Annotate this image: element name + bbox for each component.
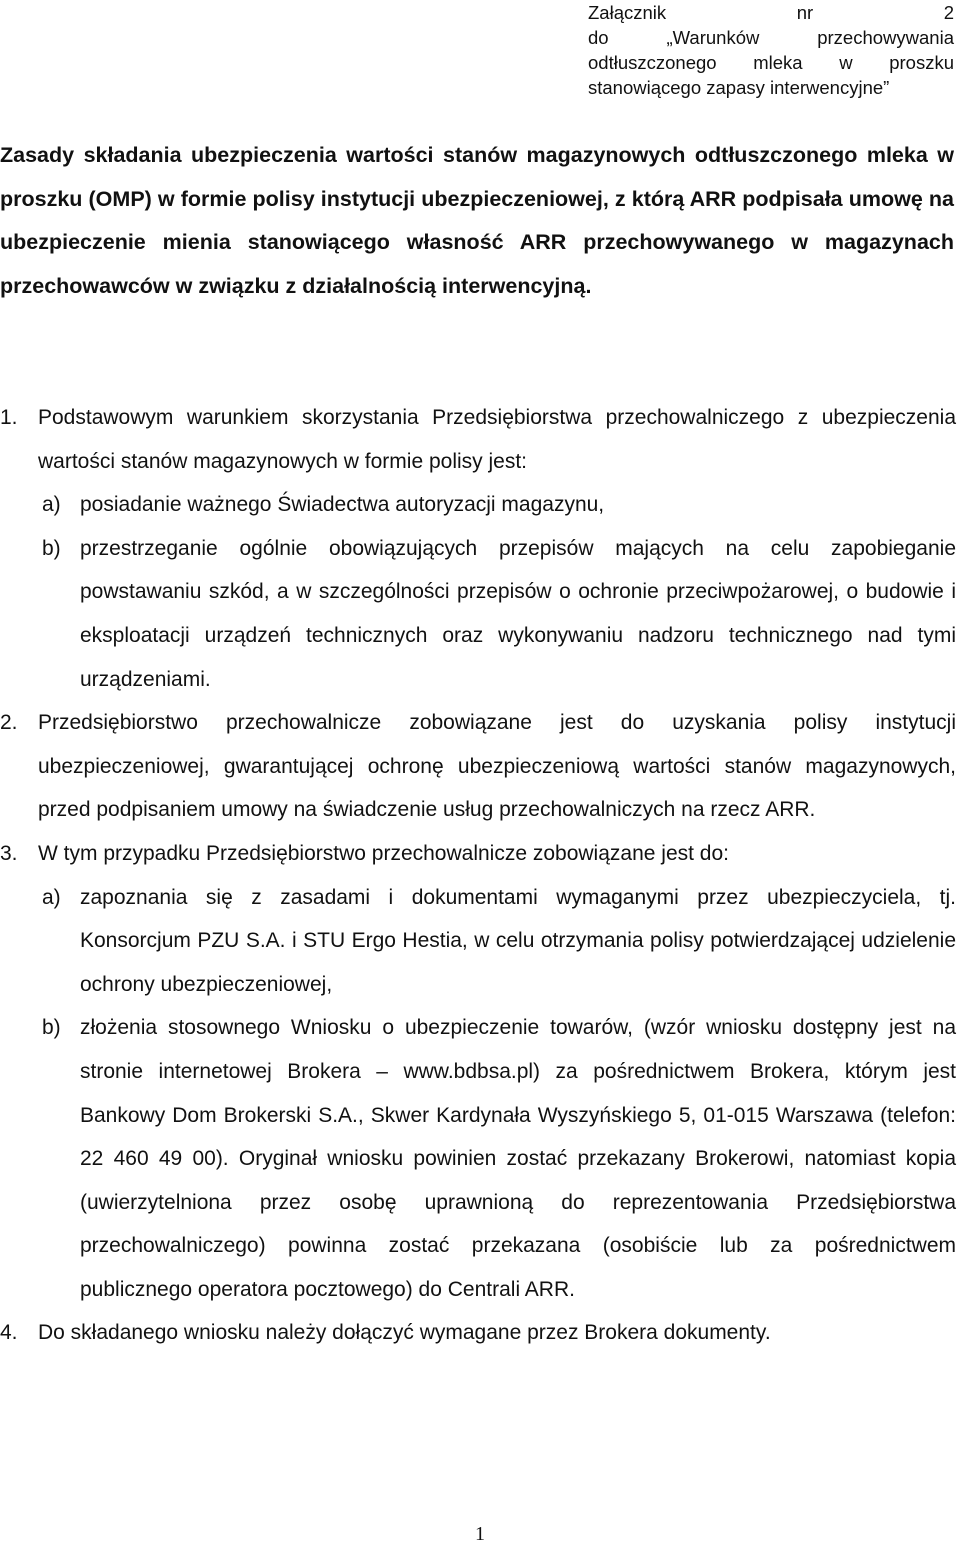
- document-body: [0, 396, 956, 1355]
- attachment-line: Załącznik nr 2: [588, 2, 954, 23]
- subitem-text: zapoznania się z zasadami i dokumentami wymaganymi przez ubezpieczyciela, tj. Konsorcjum PZU S.A. i STU Ergo Hestia, w celu otrzymania polisy potwierdzającej udzielenie ochrony ubezpieczeniowej,: [80, 885, 956, 996]
- page-number: 1: [475, 1523, 485, 1545]
- item-text: Do składanego wniosku należy dołączyć wymagane przez Brokera dokumenty.: [38, 1321, 771, 1345]
- subitem-text: złożenia stosownego Wniosku o ubezpieczenie towarów, (wzór wniosku dostępny jest na stronie internetowej Brokera – www.bdbsa.pl) za pośrednictwem Brokera, którym jest Bankowy Dom Brokerski S.A., Skwer Kardynała Wyszyńskiego 5, 01-015 Warszawa (telefon: 22 460 49 00). Oryginał wniosku powinien zostać przekazany Brokerowi, natomiast kopia (uwierzytelniona przez osobę uprawnioną do reprezentowania Przedsiębiorstwa przechowalniczego) powinna zostać przekazana (osobiście lub za pośrednictwem publicznego operatora pocztowego) do Centrali ARR.: [80, 1016, 956, 1301]
- attachment-header: [588, 0, 954, 100]
- subitem-letter: a): [42, 885, 61, 909]
- list-item-2: [0, 701, 956, 832]
- item-number: 4.: [0, 1321, 18, 1345]
- document-title: Zasady składania ubezpieczenia wartości stanów magazynowych odtłuszczonego mleka w proszku (OMP) w formie polisy instytucji ubezpieczeniowej, z którą ARR podpisała umowę na ubezpieczenie mienia stanowiącego własność ARR przechowywanego w magazynach przechowawców w związku z działalnością interwencyjną.: [0, 143, 954, 298]
- item-number: 1.: [0, 406, 18, 429]
- item-text: Przedsiębiorstwo przechowalnicze zobowiązane jest do uzyskania polisy instytucji ubezpieczeniowej, gwarantującej ochronę ubezpieczeniową wartości stanów magazynowych, przed podpisaniem umowy na świadczenie usług przechowalniczych na rzecz ARR.: [38, 711, 956, 822]
- item-text: W tym przypadku Przedsiębiorstwo przechowalnicze zobowiązane jest do:: [38, 841, 729, 865]
- item-number: 3.: [0, 841, 18, 865]
- subitem-3a: [0, 876, 956, 1007]
- subitem-text: przestrzeganie ogólnie obowiązujących przepisów mających na celu zapobieganie powstawaniu szkód, a w szczególności przepisów o ochronie przeciwpożarowej, o budowie i eksploatacji urządzeń technicznych oraz wykonywaniu nadzoru technicznego nad tymi urządzeniami.: [80, 536, 956, 691]
- subitem-3b: [0, 1006, 956, 1311]
- item-number: 2.: [0, 711, 18, 735]
- subitem-1b: [0, 527, 956, 701]
- subitem-text: posiadanie ważnego Świadectwa autoryzacji magazynu,: [80, 493, 605, 517]
- attachment-line: stanowiącego zapasy interwencyjne”: [588, 77, 890, 98]
- attachment-line: do „Warunków przechowywania: [588, 27, 954, 48]
- subitem-1a: [0, 483, 956, 527]
- list-item-3: [0, 832, 956, 1312]
- subitem-letter: b): [42, 1016, 61, 1040]
- list-item-1: [0, 396, 956, 701]
- list-item-4: [0, 1311, 956, 1355]
- attachment-line: odtłuszczonego mleka w proszku: [588, 52, 954, 73]
- subitem-letter: a): [42, 493, 61, 517]
- item-text: Podstawowym warunkiem skorzystania Przedsiębiorstwa przechowalniczego z ubezpieczenia wartości stanów magazynowych w formie polisy jest:: [38, 406, 956, 473]
- subitem-letter: b): [42, 536, 61, 560]
